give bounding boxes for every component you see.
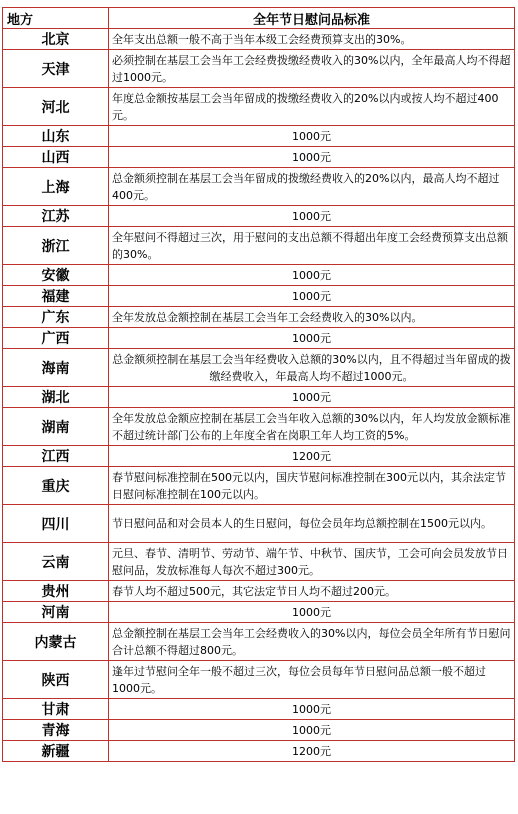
table-row	[3, 408, 515, 446]
table-row	[3, 265, 515, 286]
table-row	[3, 623, 515, 661]
table-row	[3, 206, 515, 227]
standard-cell: 节日慰问品和对会员本人的生日慰问，每位会员年均总额控制在1500元以内。	[109, 505, 515, 543]
region-cell: 新疆	[3, 741, 109, 762]
table-row	[3, 387, 515, 408]
region-cell: 上海	[3, 168, 109, 206]
standard-cell: 1000元	[109, 328, 515, 349]
standard-cell: 1000元	[109, 387, 515, 408]
standard-cell: 1000元	[109, 720, 515, 741]
region-cell: 云南	[3, 543, 109, 581]
region-cell: 江西	[3, 446, 109, 467]
table-row	[3, 699, 515, 720]
standard-cell: 1000元	[109, 286, 515, 307]
region-cell: 四川	[3, 505, 109, 543]
region-cell: 海南	[3, 349, 109, 387]
table-row	[3, 29, 515, 50]
table-row	[3, 286, 515, 307]
region-cell: 广东	[3, 307, 109, 328]
standard-cell: 全年慰问不得超过三次，用于慰问的支出总额不得超出年度工会经费预算支出总额的30%。	[109, 227, 515, 265]
table-row	[3, 467, 515, 505]
standard-cell: 1000元	[109, 147, 515, 168]
standard-cell: 1200元	[109, 741, 515, 762]
standard-cell: 年度总金额按基层工会当年留成的拨缴经费收入的20%以内或按人均不超过400元。	[109, 88, 515, 126]
region-cell: 湖北	[3, 387, 109, 408]
table-row	[3, 147, 515, 168]
table-row	[3, 168, 515, 206]
standard-cell: 必须控制在基层工会当年工会经费拨缴经费收入的30%以内，全年最高人均不得超过1000元。	[109, 50, 515, 88]
region-cell: 甘肃	[3, 699, 109, 720]
table-row	[3, 50, 515, 88]
region-cell: 天津	[3, 50, 109, 88]
table-body	[3, 29, 515, 762]
standard-cell: 1000元	[109, 265, 515, 286]
standard-cell: 春节人均不超过500元，其它法定节日人均不超过200元。	[109, 581, 515, 602]
table-row	[3, 661, 515, 699]
standard-cell: 1200元	[109, 446, 515, 467]
region-cell: 山东	[3, 126, 109, 147]
standard-cell: 元旦、春节、清明节、劳动节、端午节、中秋节、国庆节，工会可向会员发放节日慰问品，发放标准每人每次不超过300元。	[109, 543, 515, 581]
standard-cell: 总金额须控制在基层工会当年经费收入总额的30%以内，且不得超过当年留成的拨缴经费收入，年最高人均不超过1000元。	[109, 349, 515, 387]
table-row	[3, 446, 515, 467]
standard-cell: 总金额须控制在基层工会当年留成的拨缴经费收入的20%以内，最高人均不超过400元。	[109, 168, 515, 206]
standard-cell: 全年发放总金额应控制在基层工会当年收入总额的30%以内，年人均发放金额标准不超过统计部门公布的上年度全省在岗职工年人均工资的5%。	[109, 408, 515, 446]
region-cell: 北京	[3, 29, 109, 50]
region-cell: 陕西	[3, 661, 109, 699]
region-cell: 福建	[3, 286, 109, 307]
standard-cell: 春节慰问标准控制在500元以内，国庆节慰问标准控制在300元以内，其余法定节日慰问标准控制在100元以内。	[109, 467, 515, 505]
table-row	[3, 741, 515, 762]
table-row	[3, 349, 515, 387]
standard-cell: 1000元	[109, 699, 515, 720]
region-cell: 内蒙古	[3, 623, 109, 661]
standard-cell: 全年支出总额一般不高于当年本级工会经费预算支出的30%。	[109, 29, 515, 50]
table-row	[3, 720, 515, 741]
region-column-header: 地方	[3, 8, 109, 29]
region-cell: 青海	[3, 720, 109, 741]
standard-column-header: 全年节日慰问品标准	[109, 8, 515, 29]
standard-cell: 总金额控制在基层工会当年工会经费收入的30%以内，每位会员全年所有节日慰问合计总额不得超过800元。	[109, 623, 515, 661]
table-row	[3, 581, 515, 602]
region-cell: 河南	[3, 602, 109, 623]
region-cell: 湖南	[3, 408, 109, 446]
standard-cell: 逢年过节慰问全年一般不超过三次，每位会员每年节日慰问品总额一般不超过1000元。	[109, 661, 515, 699]
region-cell: 江苏	[3, 206, 109, 227]
table-row	[3, 307, 515, 328]
region-cell: 重庆	[3, 467, 109, 505]
table-row	[3, 328, 515, 349]
region-cell: 安徽	[3, 265, 109, 286]
region-cell: 浙江	[3, 227, 109, 265]
table-row	[3, 543, 515, 581]
region-cell: 山西	[3, 147, 109, 168]
region-cell: 贵州	[3, 581, 109, 602]
standard-cell: 1000元	[109, 126, 515, 147]
region-cell: 广西	[3, 328, 109, 349]
regional-standards-table	[2, 7, 515, 762]
standard-cell: 1000元	[109, 206, 515, 227]
table-row	[3, 505, 515, 543]
standard-cell: 1000元	[109, 602, 515, 623]
table-row	[3, 227, 515, 265]
table-row	[3, 126, 515, 147]
region-cell: 河北	[3, 88, 109, 126]
table-row	[3, 602, 515, 623]
standard-cell: 全年发放总金额控制在基层工会当年工会经费收入的30%以内。	[109, 307, 515, 328]
table-row	[3, 88, 515, 126]
